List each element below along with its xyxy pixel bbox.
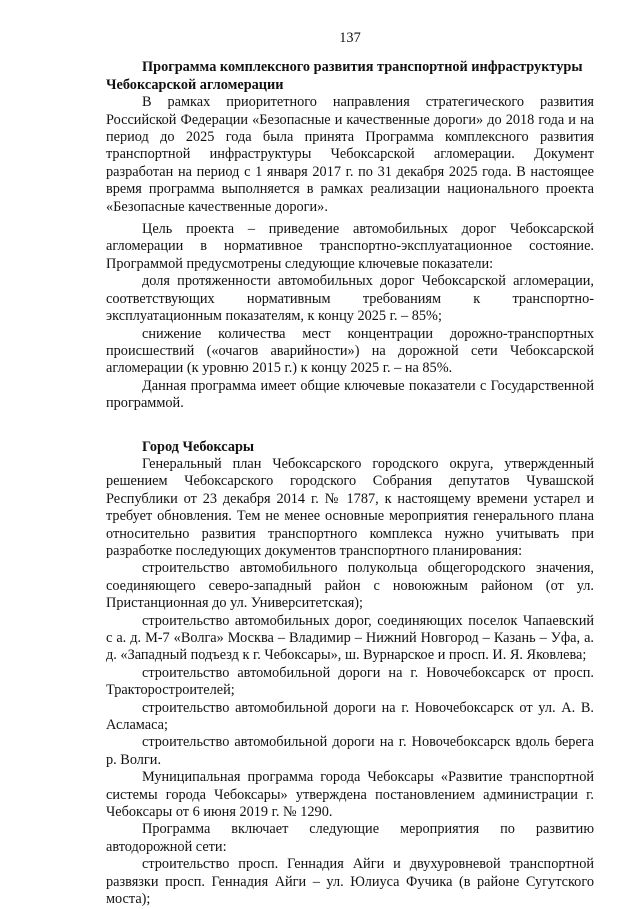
list-item: доля протяженности автомобильных дорог Чебоксарской агломерации, соответствующих нормативным требованиям к транспортно-эксплуатационным показателям, к концу 2025 г. – 85%;	[106, 273, 594, 325]
paragraph: Муниципальная программа города Чебоксары «Развитие транспортной системы города Чебоксары» утверждена постановлением администрации г. Чебоксары от 6 июня 2019 г. № 1290.	[106, 769, 594, 821]
paragraph: Программа включает следующие мероприятия по развитию автодорожной сети:	[106, 821, 594, 855]
list-item: строительство просп. Геннадия Айги и двухуровневой транспортной развязки просп. Геннадия Айги – ул. Юлиуса Фучика (в районе Сугутского моста);	[106, 856, 594, 908]
paragraph: В рамках приоритетного направления стратегического развития Российской Федерации «Безопасные и качественные дороги» до 2018 года и на период до 2025 года была принята Программа комплексного развития транспортной инфраструктуры Чебоксарской агломерации. Документ разработан на период с 1 января 2017 г. по 31 декабря 2025 года. В настоящее время программа выполняется в рамках реализации национального проекта «Безопасные качественные дороги».	[106, 94, 594, 215]
section-cheboksary-city	[106, 439, 594, 909]
section-title: Город Чебоксары	[142, 438, 255, 455]
paragraph: Цель проекта – приведение автомобильных дорог Чебоксарской агломерации в нормативное транспортно-эксплуатационное состояние. Программой предусмотрены следующие ключевые показатели:	[106, 221, 594, 272]
paragraph: Данная программа имеет общие ключевые показатели с Государственной программой.	[106, 377, 594, 412]
list-item: строительство автомобильной дороги на г. Новочебоксарск от просп. Тракторостроителей;	[106, 664, 594, 699]
list-item: снижение количества мест концентрации дорожно-транспортных происшествий («очагов аварийности») на дорожной сети Чебоксарской агломерации (к уровню 2015 г.) к концу 2025 г. – на 85%.	[106, 325, 594, 377]
list-item: строительство автомобильной дороги на г. Новочебоксарск от ул. А. В. Асламаса;	[106, 699, 594, 734]
list-item: строительство автомобильной дороги на г. Новочебоксарск вдоль берега р. Волги.	[106, 734, 594, 768]
list-item: строительство автомобильного полукольца общегородского значения, соединяющего северо-западный район с новоюжным районом (от ул. Пристанционная до ул. Университетская);	[106, 560, 594, 612]
paragraph: Генеральный план Чебоксарского городского округа, утвержденный решением Чебоксарского городского Собрания депутатов Чувашской Республики от 23 декабря 2014 г. № 1787, к настоящему времени устарел и требует обновления. Тем не менее основные мероприятия генерального плана относительно развития транспортного комплекса нужно учитывать при разработке последующих документов транспортного планирования:	[106, 455, 594, 559]
section-title: Программа комплексного развития транспортной инфраструктуры Чебоксарской агломерации	[106, 59, 583, 93]
document-page	[106, 30, 594, 909]
page-number: 137	[339, 30, 361, 46]
list-item: строительство автомобильных дорог, соединяющих поселок Чапаевский с а. д. М-7 «Волга» Москва – Владимир – Нижний Новгород – Казань – Уфа, а. д. «Западный подъезд к г. Чебоксары», ш. Вурнарское и просп. И. Я. Яковлева;	[106, 612, 594, 664]
section-transport-program	[106, 59, 594, 412]
